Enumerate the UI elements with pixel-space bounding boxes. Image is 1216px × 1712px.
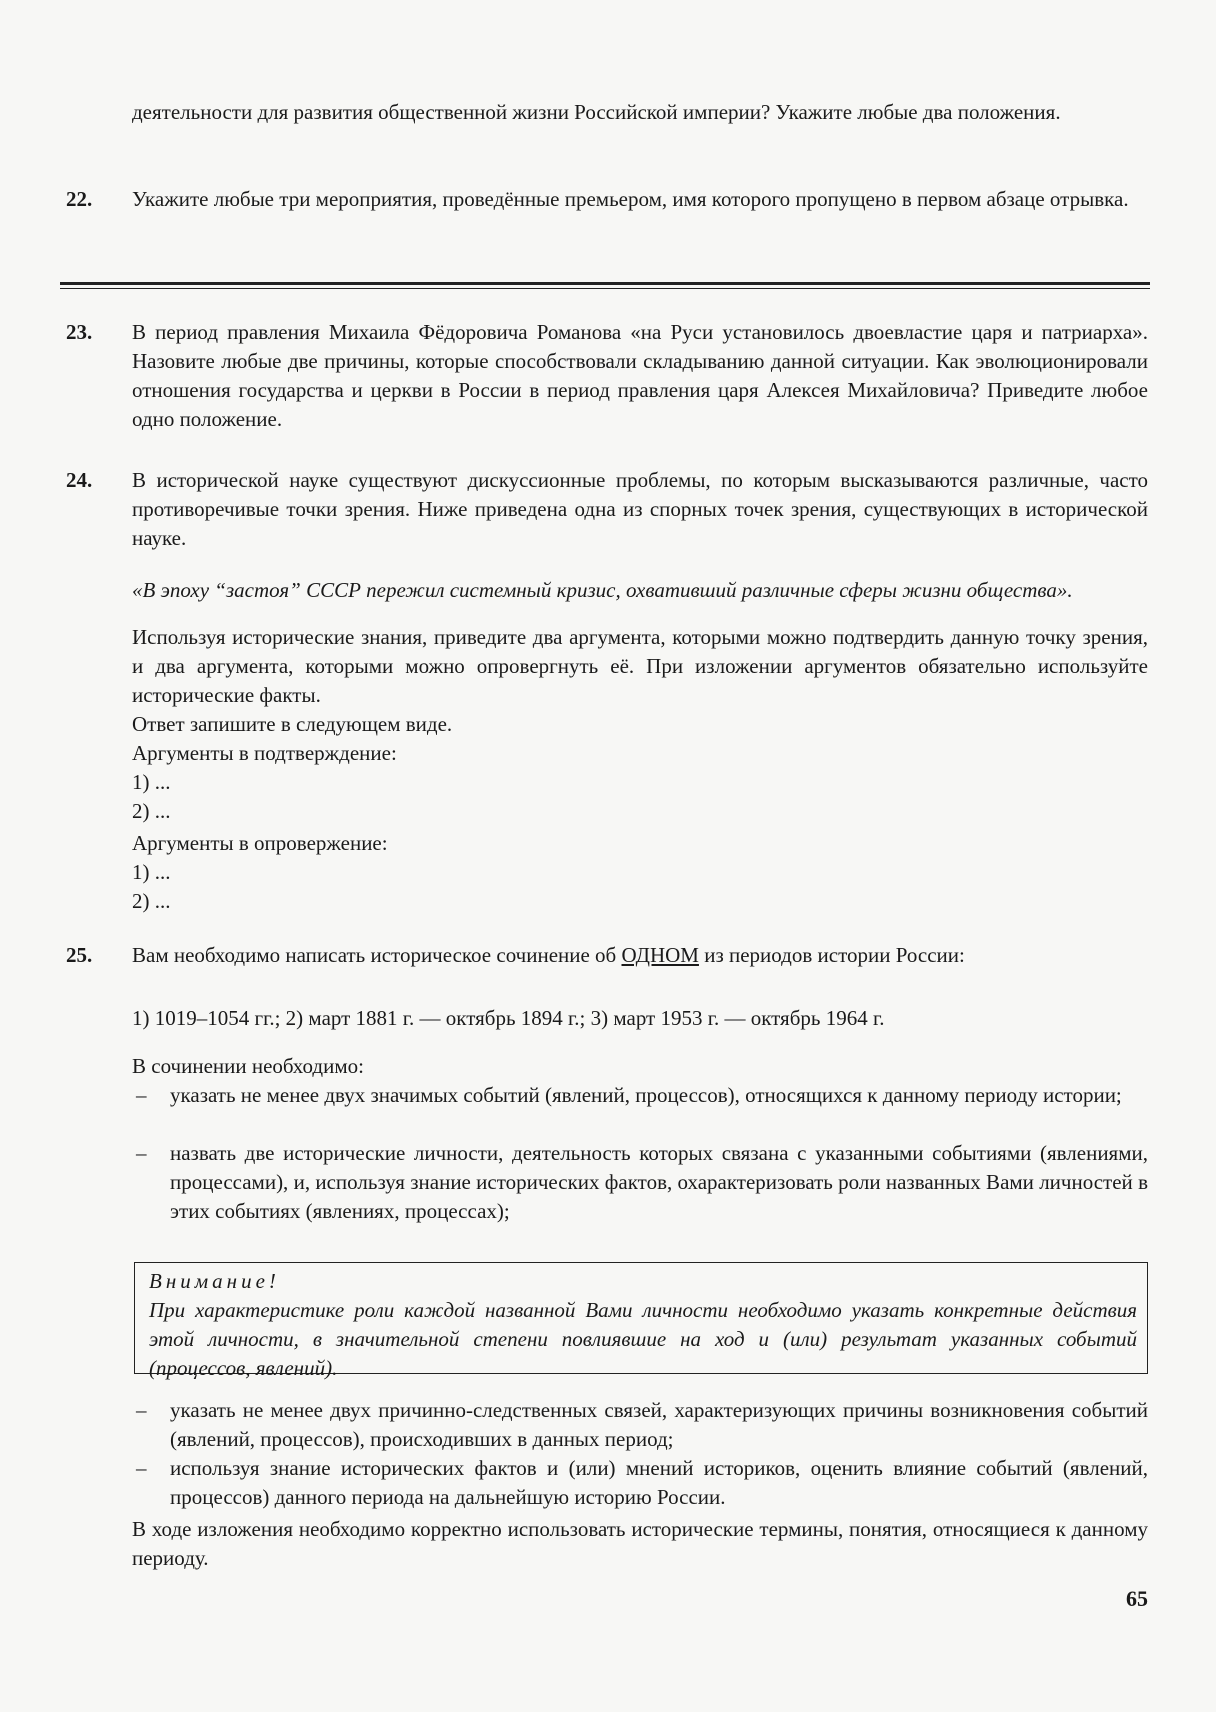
continuation-text: деятельности для развития общественной жизни Российской империи? Укажите любые два положения.	[132, 100, 1061, 124]
q25-requirement-4	[132, 1454, 1148, 1512]
q25-requirements-heading: В сочинении необходимо:	[132, 1054, 364, 1078]
q24-refute-heading: Аргументы в опровержение:	[132, 831, 388, 855]
q25-requirement-2	[132, 1139, 1148, 1226]
q22-number: 22.	[66, 187, 93, 211]
q23-number: 23.	[66, 320, 93, 344]
q25-intro	[132, 941, 1148, 970]
section-divider-thin	[60, 288, 1150, 289]
q24-quote: «В эпоху “застоя” СССР пережил системный кризис, охвативший различные сферы жизни общества».	[132, 578, 1073, 602]
q25-requirement-1-text: указать не менее двух значимых событий (явлений, процессов), относящихся к данному периоду истории;	[170, 1083, 1122, 1107]
q23-text: В период правления Михаила Фёдоровича Романова «на Руси установилось двоевластие царя и патриарха». Назовите любые две причины, которые способствовали складыванию данной ситуации. Как эволюционировали отношения государства и церкви в России в период правления царя Алексея Михайловича? Приведите любое одно положение.	[132, 320, 1148, 431]
section-divider	[60, 282, 1150, 285]
q24-support-heading: Аргументы в подтверждение:	[132, 741, 397, 765]
q24-support-item-1: 1) ...	[132, 770, 171, 794]
q25-intro-before: Вам необходимо написать историческое сочинение об	[132, 943, 622, 967]
q25-closing: В ходе изложения необходимо корректно использовать исторические термины, понятия, относящиеся к данному периоду.	[132, 1517, 1148, 1570]
q25-requirement-2-text: назвать две исторические личности, деятельность которых связана с указанными событиями (явлениями, процессами), и, используя знание исторических фактов, охарактеризовать роли названных Вами личностей в этих событиях (явлениях, процессах);	[170, 1141, 1148, 1223]
q24-refute-item-1: 1) ...	[132, 860, 171, 884]
dash-marker: –	[136, 1456, 147, 1480]
q25-number: 25.	[66, 943, 93, 967]
q25-periods: 1) 1019–1054 гг.; 2) март 1881 г. — октябрь 1894 г.; 3) март 1953 г. — октябрь 1964 г.	[132, 1006, 885, 1030]
q25-intro-underlined: ОДНОМ	[621, 943, 699, 967]
q25-requirement-3	[132, 1396, 1148, 1454]
q25-requirement-3-text: указать не менее двух причинно-следственных связей, характеризующих причины возникновения событий (явлений, процессов), происходивших в данных период;	[170, 1398, 1148, 1451]
dash-marker: –	[136, 1141, 147, 1165]
q25-intro-after: из периодов истории России:	[698, 943, 965, 967]
dash-marker: –	[136, 1398, 147, 1422]
q24-answer-format: Ответ запишите в следующем виде.	[132, 712, 453, 736]
attention-text: При характеристике роли каждой названной Вами личности необходимо указать конкретные действия этой личности, в значительной степени повлиявшие на ход и (или) результат указанных событий (процессов, явлений).	[149, 1298, 1137, 1380]
q24-intro: В исторической науке существуют дискуссионные проблемы, по которым высказываются различные, часто противоречивые точки зрения. Ниже приведена одна из спорных точек зрения, существующих в исторической науке.	[132, 468, 1148, 550]
q24-number: 24.	[66, 468, 93, 492]
q24-support-item-2: 2) ...	[132, 799, 171, 823]
q25-requirement-1	[132, 1081, 1148, 1110]
attention-heading: Внимание!	[149, 1269, 280, 1293]
q24-instructions: Используя исторические знания, приведите два аргумента, которыми можно подтвердить данную точку зрения, и два аргумента, которыми можно опровергнуть её. При изложении аргументов обязательно используйте исторические факты.	[132, 625, 1148, 707]
dash-marker: –	[136, 1083, 147, 1107]
q25-requirement-4-text: используя знание исторических фактов и (или) мнений историков, оценить влияние событий (явлений, процессов) данного периода на дальнейшую историю России.	[170, 1456, 1148, 1509]
page-number: 65	[1126, 1586, 1148, 1611]
q22-text: Укажите любые три мероприятия, проведённые премьером, имя которого пропущено в первом абзаце отрывка.	[132, 187, 1129, 211]
attention-box	[134, 1262, 1148, 1380]
q24-refute-item-2: 2) ...	[132, 889, 171, 913]
